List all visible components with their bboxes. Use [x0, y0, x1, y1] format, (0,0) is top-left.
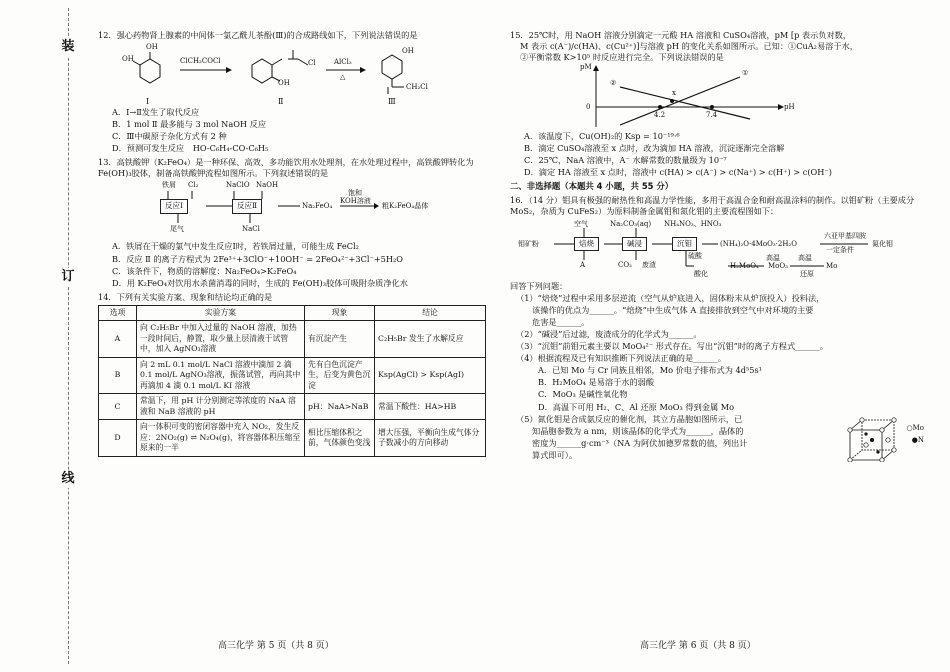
- q12-heat: △: [340, 73, 346, 82]
- cell-scheme: 向 C₂H₅Br 中加入过量的 NaOH 溶液，加热一段时间后，静置，取少量上层清液于试管中，加入 AgNO₃溶液: [137, 321, 305, 358]
- graph-ylabel: pM: [580, 63, 592, 72]
- q13-option-d: D．用 K₂FeO₄对饮用水杀菌消毒的同时，生成的 Fe(OH)₃胶体可吸附杂质净化水: [112, 277, 408, 288]
- section-2-heading: 二、非选择题（本题共 4 小题，共 55 分）: [510, 181, 674, 192]
- cell-phenomenon: 相比压缩体积之前，气体颜色变浅: [305, 420, 375, 457]
- q16-sub5-line2: 知晶胞参数为 a nm，则该晶体的化学式为______，晶体的: [532, 425, 744, 436]
- label-III: Ⅲ: [388, 97, 396, 107]
- q16-mo: Mo: [826, 261, 838, 270]
- q13-stem: 13．高铁酸钾（K₂FeO₄）是一种环保、高效、多功能饮用水处理剂，在水处理过程中，高铁酸钾转化为 Fe(OH)₃胶体，制备高铁酸钾流程如图所示。下列叙述错误的是: [98, 157, 474, 179]
- page-5: [98, 30, 486, 460]
- question-14: [98, 292, 486, 457]
- q16-sub5-line1: （5）氮化钼是合成氨反应的催化剂，其立方晶胞如图所示，已: [516, 413, 743, 424]
- crystal-cell-diagram: [844, 416, 904, 462]
- q16-acidify: 酸化: [694, 269, 708, 278]
- mol3-ring: [382, 55, 402, 79]
- q16-sub4: （4）根据流程及已有知识推断下列说法正确的是______。: [516, 353, 726, 364]
- question-13: [98, 157, 486, 288]
- q16-ammonium-molybdate: (NH₄)₂O·4MoO₃·2H₂O: [720, 239, 797, 248]
- q13-option-c: C．该条件下，物质的溶解度：Na₂FeO₄>K₂FeO₄: [112, 265, 297, 276]
- q12-option-d-product: HO-C₆H₄-CO-C₆H₅: [192, 143, 269, 154]
- graph-origin: 0: [586, 103, 591, 112]
- th-option: 选项: [99, 305, 137, 321]
- graph-tick-74: 7.4: [706, 111, 718, 120]
- q13-arrows: [122, 181, 422, 237]
- q16-heat2: 高温: [798, 253, 812, 262]
- table-row: [99, 420, 486, 457]
- q12-reaction-scheme: [118, 43, 486, 105]
- binding-margin: [0, 0, 78, 672]
- q15-stem-3: ②平衡常数 K>10⁵ 时反应进行完全。下列说法错误的是: [520, 52, 724, 63]
- q16-box-leach: 碱浸: [622, 237, 647, 251]
- mol3-ch2cl-label: CH₂Cl: [406, 83, 428, 92]
- q16-stem: 16．（14 分）钼具有极强的耐热性和高温力学性能，多用于高温合金和耐高温涂料的制作。以钼矿粉（主要成分 MoS₂，杂质为 CuFeS₂）为原料制备金属钼和氮化钼的主要流程图如下：: [510, 194, 915, 216]
- q12-option-d-label: D．预测可发生反应: [112, 143, 185, 154]
- question-16: [510, 194, 924, 461]
- label-I: Ⅰ: [146, 97, 150, 107]
- mol3-oh-label: OH: [402, 47, 414, 56]
- point-x: [670, 99, 674, 103]
- mol2-oh-label: OH: [278, 79, 290, 88]
- q16-sub4-option-d: D．高温下可用 H₂、C、Al 还原 MoO₃ 得到金属 Mo: [538, 401, 735, 412]
- graph-xlabel: pH: [784, 103, 795, 112]
- q15-plot: [580, 65, 800, 129]
- q12-option-a: A．Ⅰ→Ⅱ发生了取代反应: [112, 107, 200, 118]
- q16-condition: 一定条件: [826, 245, 854, 254]
- q14-stem: 14．下列有关实验方案、现象和结论均正确的是: [98, 291, 273, 302]
- q16-sub4-option-c: C．MoO₃ 是碱性氧化物: [538, 389, 628, 400]
- flow-na2feo4: Na₂FeO₄: [302, 202, 333, 211]
- th-conclusion: 结论: [375, 305, 486, 321]
- q15-option-b: B．滴定 CuSO₄溶液至 x 点时，改为滴加 HA 溶液，沉淀逐渐完全溶解: [524, 143, 785, 154]
- page-6-footer: 高三化学 第 6 页（共 8 页）: [640, 641, 756, 651]
- q16-sub1-line1: （1）“焙烧”过程中采用多层逆流（空气从炉底进入，固体粉末从炉顶投入）投料法，: [516, 292, 825, 303]
- mol2-ester-bond: [272, 59, 282, 65]
- q16-molybdenum-nitride: 氮化钼: [872, 239, 893, 248]
- q16-sub1-line2: 该操作的优点为______。“焙烧”中生成气体 A 直接排放到空气中对环境的主要: [532, 305, 814, 316]
- binding-char-xian: 线: [58, 470, 78, 488]
- q16-answer-lead: 回答下列问题：: [510, 280, 568, 291]
- th-scheme: 实验方案: [137, 305, 305, 321]
- q16-moo3: MoO₃: [768, 261, 788, 270]
- q15-stem-1: 15．25℃时，用 NaOH 溶液分别滴定一元酸 HA 溶液和 CuSO₄溶液，pM [p 表示负对数，: [510, 30, 852, 40]
- q16-h2moo4: H₂MoO₄: [730, 261, 759, 270]
- table-row: [99, 394, 486, 420]
- q14-table: [98, 305, 486, 457]
- graph-line1-label: ①: [742, 69, 749, 78]
- q16-hmta: 六亚甲基四胺: [824, 231, 866, 240]
- q13-flowchart: [122, 181, 486, 237]
- q16-na2co3: Na₂CO₃(aq): [610, 219, 652, 228]
- q16-box-precip: 沉钼: [672, 237, 697, 251]
- cell-option: B: [99, 357, 137, 394]
- question-15: [510, 30, 920, 178]
- table-header-row: [99, 305, 486, 321]
- cell-option: A: [99, 321, 137, 358]
- mol1-oh2-label: OH: [122, 55, 134, 64]
- page-5-footer: 高三化学 第 5 页（共 8 页）: [218, 641, 334, 651]
- cell-scheme: 常温下，用 pH 计分别测定等浓度的 NaA 溶液和 NaB 溶液的 pH: [137, 394, 305, 420]
- q16-gas-a: A: [580, 260, 586, 269]
- graph-point-x-label: x: [672, 89, 676, 98]
- q16-co2: CO₂: [618, 260, 632, 269]
- q16-sub4-option-b: B．H₂MoO₄ 是易溶于水的弱酸: [538, 377, 655, 388]
- q16-heat1: 高温: [766, 253, 780, 262]
- q15-graph: [580, 65, 920, 129]
- q16-nh4no3: NH₄NO₃、HNO₃: [664, 219, 722, 228]
- q16-air: 空气: [574, 219, 588, 228]
- legend-mo: ○Mo: [906, 423, 924, 432]
- mol1-oh-label: OH: [146, 43, 158, 52]
- flow-box-reaction1: 反应Ⅰ: [160, 199, 188, 213]
- q16-sub1-line3: 危害是______。: [532, 317, 590, 328]
- q16-box-roast: 焙烧: [574, 237, 599, 251]
- q12-option-b: B．1 mol Ⅱ 最多能与 3 mol NaOH 反应: [112, 119, 267, 130]
- arrow1-head: [226, 67, 232, 73]
- q16-sub2: （2）“碱浸”后过滤，废渣成分的化学式为______。: [516, 329, 702, 340]
- flow-in-naclo: NaClO: [226, 181, 250, 190]
- q15-option-c: C．25℃，NaA 溶液中，A⁻ 水解常数的数量级为 10⁻⁷: [524, 155, 727, 166]
- mol2-ring: [252, 59, 272, 83]
- flow-in-iron: 铁屑: [162, 181, 176, 190]
- q13-option-a: A．铁屑在干燥的氯气中发生反应Ⅰ时，若铁屑过量，可能生成 FeCl₂: [112, 241, 359, 252]
- q12-structures: [118, 43, 448, 101]
- q13-option-b: B．反应 Ⅱ 的离子方程式为 2Fe³⁺+3ClO⁻+10OH⁻ = 2FeO₄²⁻+3Cl⁻+5H₂O: [112, 253, 404, 264]
- line-2: [620, 87, 750, 119]
- q16-sub3: （3）“沉钼”前钼元素主要以 MoO₄²⁻ 形式存在。写出“沉钼”时的离子方程式______。: [516, 341, 828, 352]
- page-6: [510, 30, 924, 464]
- q15-stem-2: M 表示 c(A⁻)/c(HA)、c(Cu²⁺)]与溶液 pH 的变化关系如图所示。已知：①CuA₂易溶于水，: [520, 41, 858, 52]
- q16-flowchart: [518, 220, 920, 278]
- table-row: [99, 357, 486, 394]
- question-12: [98, 30, 486, 154]
- graph-tick-42: 4.2: [654, 111, 666, 120]
- flow-in-cl2: Cl₂: [188, 181, 199, 190]
- cell-conclusion: 增大压强，平衡向生成气体分子数减小的方向移动: [375, 420, 486, 457]
- q12-stem: 12．强心药物肾上腺素的中间体一氯乙酰儿茶酚(Ⅲ)的合成路线如下，下列说法错误的是: [98, 30, 418, 40]
- q16-reduce: 还原: [800, 269, 814, 278]
- binding-char-ding: 订: [58, 268, 78, 286]
- flow-tailgas: 尾气: [170, 225, 184, 234]
- cell-conclusion: 常温下酸性：HA>HB: [375, 394, 486, 420]
- cell-option: C: [99, 394, 137, 420]
- graph-line2-label: ②: [610, 79, 617, 88]
- legend-n: ●N: [911, 435, 924, 444]
- q16-sulfuric: 硫酸: [688, 251, 702, 260]
- mol1-ring: [140, 59, 160, 83]
- flow-product: 粗K₂FeO₄晶体: [382, 202, 429, 211]
- q12-reagent1: ClCH₂COCl: [180, 57, 221, 66]
- cell-conclusion: Ksp(AgCl) > Ksp(AgI): [375, 357, 486, 394]
- arrow2-head: [360, 67, 366, 73]
- q12-reagent2: AlCl₃: [334, 58, 352, 67]
- cell-scheme: 向 2 mL 0.1 mol/L NaCl 溶液中滴加 2 滴 0.1 mol/L AgNO₃溶液，振荡试管，再向其中再滴加 4 滴 0.1 mol/L KI 溶液: [137, 357, 305, 394]
- q15-option-a: A．该温度下，Cu(OH)₂的 Ksp = 10⁻¹⁹·⁶: [524, 131, 680, 142]
- cell-option: D: [99, 420, 137, 457]
- point-74: [710, 105, 714, 109]
- q12-option-d: [98, 143, 486, 154]
- binding-char-zhuang: 装: [58, 38, 78, 56]
- cell-phenomenon: 先有白色沉淀产生，后变为黄色沉淀: [305, 357, 375, 394]
- label-II: Ⅱ: [278, 97, 284, 107]
- line-1: [620, 77, 740, 125]
- q16-feed: 钼矿粉: [518, 239, 539, 248]
- q16-sub4-option-a: A．已知 Mo 与 Cr 同族且相邻，Mo 价电子排布式为 4d⁵5s¹: [538, 365, 762, 376]
- flow-in-naoh: NaOH: [256, 181, 279, 190]
- cell-conclusion: C₂H₅Br 发生了水解反应: [375, 321, 486, 358]
- cell-scheme: 向一体积可变的密闭容器中充入 NO₂，发生反应：2NO₂(g) ⇌ N₂O₄(g)，将容器体积压缩至原来的一半: [137, 420, 305, 457]
- q15-option-d: D．滴定 HA 溶液至 x 点时，溶液中 c(HA) > c(A⁻) > c(Na⁺) > c(H⁺) > c(OH⁻): [524, 167, 832, 178]
- flow-nacl: NaCl: [242, 225, 260, 234]
- q16-sub5-line4: 算式即可）。: [532, 449, 578, 460]
- table-row: [99, 321, 486, 358]
- flow-saturated: 饱和: [348, 189, 362, 198]
- cell-phenomenon: pH：NaA>NaB: [305, 394, 375, 420]
- q12-option-c: C．Ⅲ中碳原子杂化方式有 2 种: [112, 131, 227, 142]
- th-phenomenon: 现象: [305, 305, 375, 321]
- mol2-ch2-bond: [298, 59, 308, 65]
- point-42: [658, 105, 662, 109]
- cut-line: [68, 8, 69, 664]
- flow-box-reaction2: 反应Ⅱ: [232, 199, 262, 213]
- flow-koh: KOH溶液: [340, 197, 371, 206]
- mol2-cl-label: Cl: [308, 59, 316, 68]
- q16-sub5: [510, 413, 924, 461]
- q16-sub5-line3: 密度为______g·cm⁻³（NA 为阿伏加德罗常数的值，列出计: [532, 437, 748, 448]
- mol1-oh2-bond: [133, 61, 140, 65]
- cell-phenomenon: 有沉淀产生: [305, 321, 375, 358]
- q16-waste: 废渣: [642, 260, 656, 269]
